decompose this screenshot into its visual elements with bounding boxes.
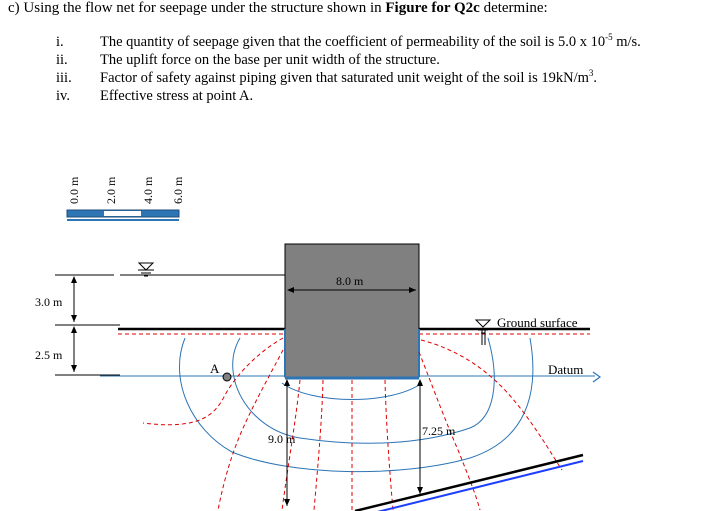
left-depth-dimension — [268, 380, 296, 506]
embed-depth-dimension — [35, 327, 74, 372]
water-depth-label: 3.0 m — [35, 295, 63, 309]
scale-label-0: 0.0 m — [67, 176, 81, 204]
datum-label: Datum — [548, 362, 584, 377]
item-number: ii. — [56, 52, 68, 68]
item-text: Factor of safety against piping given that saturated unit weight of the soil is $19kN/m^3$. — [100, 68, 598, 86]
item-number: i. — [56, 34, 64, 50]
question-tail: determine: — [479, 0, 548, 16]
equipotential-1 — [143, 338, 283, 425]
item-text: The uplift force on the base per unit width of the structure. — [100, 52, 440, 68]
ground-surface-symbol — [476, 320, 490, 345]
item-text: The quantity of seepage given that the coefficient of permeability of the soil is 5.0 x $10^{-5}$ m/s. — [100, 32, 641, 50]
equipotential-8 — [421, 340, 562, 470]
item-number: iii. — [56, 70, 72, 86]
right-depth-label: 7.25 m — [422, 424, 456, 438]
equipotential-4 — [314, 380, 323, 510]
embed-depth-label: 2.5 m — [35, 348, 63, 362]
scale-label-4: 4.0 m — [141, 176, 155, 204]
item-text: Effective stress at point A. — [100, 88, 254, 104]
equipotential-6 — [385, 380, 393, 510]
scale-bar — [67, 176, 185, 220]
water-depth-dimension — [35, 277, 74, 322]
impermeable-layer — [353, 455, 583, 511]
scale-label-2: 2.0 m — [104, 176, 118, 204]
left-depth-label: 9.0 m — [268, 432, 296, 446]
concrete-structure — [285, 244, 419, 377]
scale-label-6: 6.0 m — [171, 176, 185, 204]
right-depth-dimension — [420, 380, 456, 494]
question-figure-ref: Figure for Q2c — [385, 0, 480, 16]
item-number: iv. — [56, 88, 70, 104]
question-lead: c) Using the flow net for seepage under the structure shown in — [8, 0, 386, 16]
structure-width-label: 8.0 m — [336, 274, 364, 288]
point-a-label: A — [210, 361, 220, 376]
point-a-marker — [223, 373, 231, 381]
water-level-symbol — [138, 263, 154, 276]
ground-surface-label: Ground surface — [497, 315, 578, 330]
